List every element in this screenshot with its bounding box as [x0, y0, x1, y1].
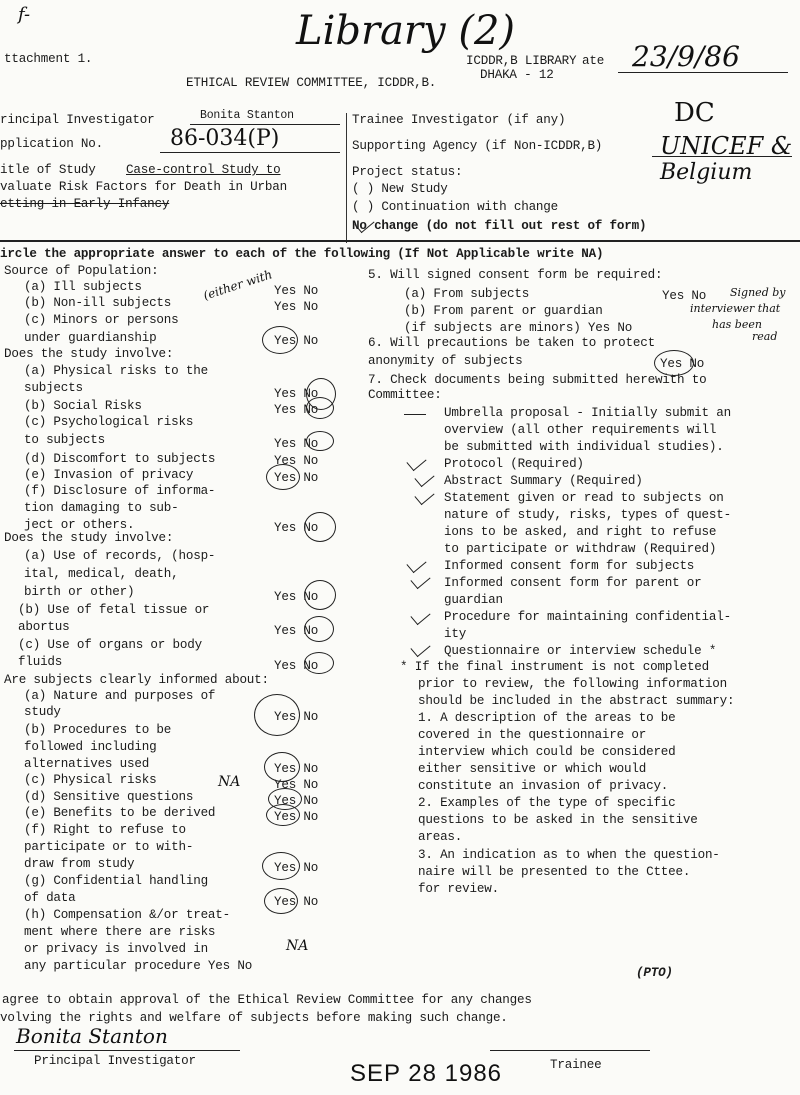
left-form-item: Yes No	[274, 387, 319, 401]
left-form-item: Yes No	[274, 284, 319, 298]
consent-note-1: Signed by	[730, 286, 786, 299]
check-blank	[404, 414, 426, 415]
consent-note-3: has been	[712, 318, 762, 331]
right-form-item: 2. Examples of the type of specific	[418, 796, 676, 810]
pi-label: rincipal Investigator	[0, 113, 155, 127]
left-form-item: under guardianship	[24, 331, 157, 345]
check-confidentiality	[410, 606, 430, 625]
circle-answer	[304, 512, 336, 542]
signature-line	[14, 1050, 240, 1051]
right-form-item: interview which could be considered	[418, 745, 676, 759]
check-protocol	[406, 452, 426, 471]
left-form-item: Yes No	[274, 454, 319, 468]
left-form-item: Yes No	[274, 471, 319, 485]
right-form-item: * If the final instrument is not completed	[400, 660, 710, 674]
left-form-item: (d) Discomfort to subjects	[24, 452, 216, 466]
left-form-item: participate or to with-	[24, 840, 194, 854]
agency-underline	[652, 156, 792, 157]
right-form-item: areas.	[418, 830, 463, 844]
column-divider	[346, 113, 347, 243]
left-form-item: Does the study involve:	[4, 347, 174, 361]
left-form-item: (e) Benefits to be derived	[24, 806, 216, 820]
right-form-item: naire will be presented to the Cttee.	[418, 865, 691, 879]
pi-value: Bonita Stanton	[200, 109, 294, 122]
left-form-item: Source of Population:	[4, 264, 159, 278]
trainee-label: Trainee Investigator (if any)	[352, 113, 566, 127]
agency-handwriting: UNICEF &	[660, 132, 793, 160]
right-form-item: 3. An indication as to when the question-	[418, 848, 720, 862]
consent-note-2: interviewer that	[690, 302, 781, 315]
trainee-signature-line	[490, 1050, 650, 1051]
check-questionnaire	[410, 638, 430, 657]
right-form-item: covered in the questionnaire or	[418, 728, 647, 742]
left-form-item: Yes No	[274, 659, 319, 673]
left-form-item: (c) Use of organs or body	[18, 638, 202, 652]
circle-answer	[262, 852, 300, 880]
left-form-item: (a) Physical risks to the	[24, 364, 208, 378]
right-form-item: to participate or withdraw (Required)	[444, 542, 717, 556]
title-label: itle of Study	[0, 163, 96, 177]
right-form-item: Informed consent form for subjects	[444, 559, 695, 573]
right-form-item: nature of study, risks, types of quest-	[444, 508, 731, 522]
right-form-item: ions to be asked, and right to refuse	[444, 525, 717, 539]
committee-heading: ETHICAL REVIEW COMMITTEE, ICDDR,B.	[186, 76, 437, 90]
left-form-item: to subjects	[24, 433, 105, 447]
left-form-item: of data	[24, 891, 76, 905]
left-form-item: Yes No	[274, 334, 319, 348]
pi-signature-label: Principal Investigator	[34, 1054, 196, 1068]
left-form-item: (b) Use of fetal tissue or	[18, 603, 210, 617]
circle-answer	[654, 350, 694, 376]
circle-answer	[304, 652, 334, 674]
corner-mark: f-	[18, 4, 31, 25]
status-label: Project status:	[352, 165, 463, 179]
section-rule	[0, 240, 800, 242]
date-label: ate	[582, 54, 605, 68]
left-form-item: fluids	[18, 655, 63, 669]
right-form-item: Committee:	[368, 388, 442, 402]
right-form-item: Yes No	[662, 289, 707, 303]
received-stamp: SEP 28 1986	[350, 1060, 503, 1087]
application-label: pplication No.	[0, 137, 104, 151]
agreement-line-1: agree to obtain approval of the Ethical Review Committee for any changes	[2, 993, 532, 1007]
status-continuation: ( ) Continuation with change	[352, 200, 559, 214]
trainee-signature-label: Trainee	[550, 1058, 602, 1072]
status-no-change: No change (do not fill out rest of form)	[352, 219, 647, 233]
date-handwriting: 23/9/86	[632, 40, 740, 73]
circle-answer	[304, 580, 336, 610]
left-form-item: Yes No	[274, 861, 319, 875]
application-underline	[160, 152, 340, 153]
left-form-item: ject or others.	[24, 518, 135, 532]
right-form-item: Umbrella proposal - Initially submit an	[444, 406, 731, 420]
left-form-item: (g) Confidential handling	[24, 874, 208, 888]
right-form-item: questions to be asked in the sensitive	[418, 813, 698, 827]
pto-label: (PTO)	[636, 966, 673, 980]
left-form-item: Yes No	[274, 590, 319, 604]
right-form-item: ity	[444, 627, 467, 641]
left-form-item: (c) Physical risks	[24, 773, 157, 787]
right-form-item: Abstract Summary (Required)	[444, 474, 643, 488]
left-form-item: Yes No	[274, 762, 319, 776]
agreement-line-2: volving the rights and welfare of subjects before making such change.	[0, 1011, 508, 1025]
right-form-item: be submitted with individual studies).	[444, 440, 724, 454]
right-form-item: Protocol (Required)	[444, 457, 584, 471]
circle-answer	[262, 326, 298, 354]
left-form-item: subjects	[24, 381, 83, 395]
right-form-item: guardian	[444, 593, 503, 607]
city-label: DHAKA - 12	[480, 68, 554, 82]
left-form-item: draw from study	[24, 857, 135, 871]
check-abstract	[414, 468, 434, 487]
right-form-item: (a) From subjects	[404, 287, 530, 301]
library-stamp: ICDDR,B LIBRARY	[466, 54, 577, 68]
left-form-item: Yes No	[274, 437, 319, 451]
right-form-item: Yes No	[660, 357, 705, 371]
left-form-item: (a) Use of records, (hosp-	[24, 549, 216, 563]
left-form-item: (h) Compensation &/or treat-	[24, 908, 231, 922]
left-form-item: Yes No	[274, 521, 319, 535]
right-form-item: should be included in the abstract summary:	[418, 694, 735, 708]
circle-answer	[266, 464, 300, 490]
status-new: ( ) New Study	[352, 182, 448, 196]
left-form-item: alternatives used	[24, 757, 150, 771]
right-form-item: 1. A description of the areas to be	[418, 711, 676, 725]
instruction-line: ircle the appropriate answer to each of the following (If Not Applicable write NA)	[0, 247, 604, 261]
left-form-item: (e) Invasion of privacy	[24, 468, 194, 482]
trainee-initials: DC	[674, 98, 715, 128]
left-form-item: followed including	[24, 740, 157, 754]
right-form-item: (if subjects are minors) Yes No	[404, 321, 633, 335]
left-form-item: (f) Right to refuse to	[24, 823, 186, 837]
left-form-item: (b) Procedures to be	[24, 723, 172, 737]
left-form-item: ment where there are risks	[24, 925, 216, 939]
left-form-item: Yes No	[274, 624, 319, 638]
circle-answer	[266, 804, 300, 826]
agency-country: Belgium	[660, 160, 753, 185]
left-form-item: abortus	[18, 620, 70, 634]
right-form-item: prior to review, the following information	[418, 677, 728, 691]
left-form-item: (b) Non-ill subjects	[24, 296, 172, 310]
agency-label: Supporting Agency (if Non-ICDDR,B)	[352, 139, 603, 153]
left-form-item: (c) Psychological risks	[24, 415, 194, 429]
library-handwriting: Library (2)	[296, 8, 516, 54]
circle-answer	[306, 431, 334, 451]
na-note-physical: NA	[218, 774, 241, 790]
right-form-item: Questionnaire or interview schedule *	[444, 644, 717, 658]
date-underline	[618, 72, 788, 73]
left-form-item: Yes No	[274, 778, 319, 792]
circle-answer	[306, 397, 334, 419]
left-form-item: tion damaging to sub-	[24, 501, 179, 515]
left-form-item: Yes No	[274, 403, 319, 417]
right-form-item: overview (all other requirements will	[444, 423, 717, 437]
title-line-3: etting in Early Infancy	[0, 197, 170, 211]
right-form-item: Procedure for maintaining confidential-	[444, 610, 731, 624]
left-form-item: Yes No	[274, 710, 319, 724]
left-form-item: (a) Ill subjects	[24, 280, 142, 294]
circle-answer	[264, 752, 300, 782]
ill-subjects-note: (either with	[201, 267, 274, 303]
circle-answer	[304, 616, 334, 642]
title-line-2: valuate Risk Factors for Death in Urban	[0, 180, 287, 194]
consent-note-4: read	[752, 330, 778, 343]
title-line-1: Case-control Study to	[126, 163, 281, 177]
left-form-item: any particular procedure Yes No	[24, 959, 253, 973]
left-form-item: Yes No	[274, 810, 319, 824]
left-form-item: (b) Social Risks	[24, 399, 142, 413]
left-form-item: (f) Disclosure of informa-	[24, 484, 216, 498]
application-number: 86-034(P)	[170, 126, 280, 151]
right-form-item: either sensitive or which would	[418, 762, 647, 776]
right-form-item: Statement given or read to subjects on	[444, 491, 724, 505]
left-form-item: (a) Nature and purposes of	[24, 689, 216, 703]
pi-signature: Bonita Stanton	[16, 1024, 168, 1048]
left-form-item: study	[24, 705, 61, 719]
right-form-item: Informed consent form for parent or	[444, 576, 702, 590]
check-statement	[414, 486, 434, 505]
left-form-item: birth or other)	[24, 585, 135, 599]
right-form-item: anonymity of subjects	[368, 354, 523, 368]
left-form-item: ital, medical, death,	[24, 567, 179, 581]
left-form-item: Does the study involve:	[4, 531, 174, 545]
left-form-item: Are subjects clearly informed about:	[4, 673, 269, 687]
right-form-item: 7. Check documents being submitted herewith to	[368, 373, 707, 387]
pi-underline	[190, 124, 340, 125]
left-form-item: (c) Minors or persons	[24, 313, 179, 327]
right-form-item: 6. Will precautions be taken to protect	[368, 336, 655, 350]
attachment-label: ttachment 1.	[4, 52, 93, 66]
right-form-item: 5. Will signed consent form be required:	[368, 268, 663, 282]
left-form-item: Yes No	[274, 794, 319, 808]
na-note-compensation: NA	[286, 938, 309, 954]
left-form-item: (d) Sensitive questions	[24, 790, 194, 804]
circle-answer	[254, 694, 300, 736]
left-form-item: Yes No	[274, 300, 319, 314]
right-form-item: for review.	[418, 882, 499, 896]
circle-answer	[264, 888, 298, 914]
left-form-item: or privacy is involved in	[24, 942, 208, 956]
left-form-item: Yes No	[274, 895, 319, 909]
right-form-item: (b) From parent or guardian	[404, 304, 603, 318]
right-form-item: constitute an invasion of privacy.	[418, 779, 669, 793]
